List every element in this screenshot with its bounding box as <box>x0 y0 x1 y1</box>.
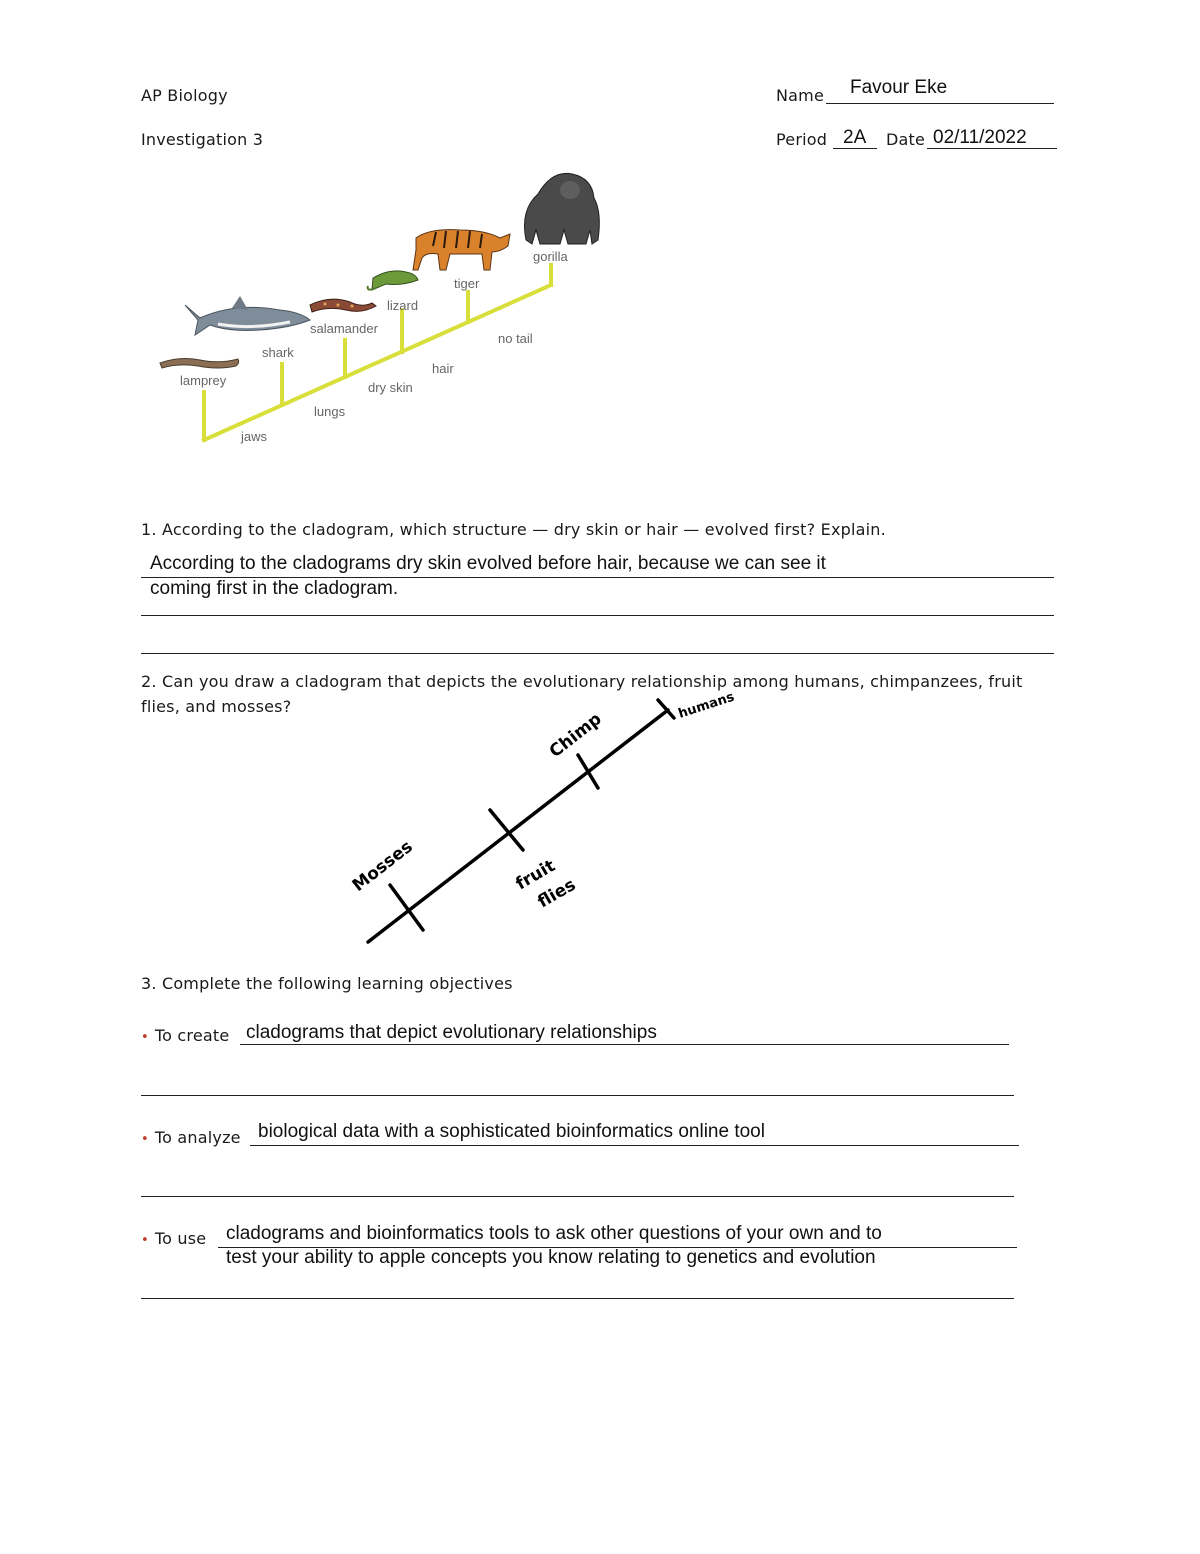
period-label: Period <box>776 130 828 149</box>
taxon-label-salamander: salamander <box>310 321 378 336</box>
objective-analyze-text: To analyze <box>154 1128 241 1147</box>
objective-use-rule-2 <box>141 1298 1014 1299</box>
hand-drawn-cladogram <box>330 680 770 955</box>
objective-use-answer-line2[interactable]: test your ability to apple concepts you know relating to genetics and evolution <box>226 1247 876 1268</box>
objective-use-label <box>141 1229 206 1248</box>
tiger-icon <box>413 230 510 270</box>
taxon-label-shark: shark <box>262 345 294 360</box>
trait-label-dry-skin: dry skin <box>368 380 413 395</box>
drawing-main-line <box>368 710 668 942</box>
objective-analyze-label <box>141 1128 241 1147</box>
drawing-label-humans: humans <box>676 689 737 722</box>
bullet-icon: • <box>141 1233 149 1248</box>
drawing-label-flies: flies <box>534 874 580 913</box>
date-label: Date <box>886 130 926 149</box>
objective-create-rule-2 <box>141 1095 1014 1096</box>
taxon-label-gorilla: gorilla <box>533 249 568 264</box>
objective-analyze-answer[interactable]: biological data with a sophisticated bioinformatics online tool <box>258 1121 765 1142</box>
q1-answer-line1[interactable]: According to the cladograms dry skin evolved before hair, because we can see it <box>150 553 826 574</box>
taxon-label-tiger: tiger <box>454 276 480 291</box>
taxon-label-lamprey: lamprey <box>180 373 227 388</box>
drawing-label-chimp: Chimp <box>545 709 606 762</box>
taxon-label-lizard: lizard <box>387 298 419 313</box>
q2-prompt-line2: flies, and mosses? <box>141 697 292 716</box>
q1-answer-line2[interactable]: coming first in the cladogram. <box>150 578 399 599</box>
trait-label-no-tail: no tail <box>498 331 533 346</box>
objective-analyze-rule <box>250 1145 1019 1146</box>
shark-icon <box>185 296 310 335</box>
name-underline <box>826 103 1054 104</box>
q2-prompt-line1: 2. Can you draw a cladogram that depicts the evolutionary relationship among humans, chimpanzees, fruit <box>141 672 1023 691</box>
lamprey-icon <box>160 359 239 368</box>
q1-rule-3 <box>141 653 1054 654</box>
name-label: Name <box>776 86 825 105</box>
bullet-icon: • <box>141 1132 149 1147</box>
name-field[interactable]: Favour Eke <box>850 77 948 98</box>
salamander-icon <box>310 299 376 312</box>
cladogram-figure <box>140 160 620 460</box>
objective-create-text: To create <box>154 1026 230 1045</box>
chimp-tick <box>578 755 598 788</box>
drawing-label-mosses: Mosses <box>348 836 417 896</box>
bullet-icon: • <box>141 1030 149 1045</box>
objective-use-text: To use <box>154 1229 207 1248</box>
trait-label-hair: hair <box>432 361 454 376</box>
investigation-title: Investigation 3 <box>141 130 264 149</box>
objective-create-answer[interactable]: cladograms that depict evolutionary relationships <box>246 1022 657 1043</box>
trait-label-lungs: lungs <box>314 404 346 419</box>
objective-create-label <box>141 1026 229 1045</box>
lizard-icon <box>368 271 418 290</box>
objective-analyze-rule-2 <box>141 1196 1014 1197</box>
date-field[interactable]: 02/11/2022 <box>933 127 1027 148</box>
q3-prompt: 3. Complete the following learning objectives <box>141 974 513 993</box>
course-title: AP Biology <box>141 86 228 105</box>
objective-use-answer-line1[interactable]: cladograms and bioinformatics tools to ask other questions of your own and to <box>226 1223 882 1244</box>
objective-create-rule <box>240 1044 1009 1045</box>
period-field[interactable]: 2A <box>843 127 867 148</box>
q1-prompt: 1. According to the cladogram, which structure — dry skin or hair — evolved first? Explain. <box>141 520 886 539</box>
drawing-label-fruit: fruit <box>512 856 559 895</box>
q1-rule-2 <box>141 615 1054 616</box>
trait-label-jaws: jaws <box>241 429 268 444</box>
gorilla-icon <box>525 173 600 244</box>
